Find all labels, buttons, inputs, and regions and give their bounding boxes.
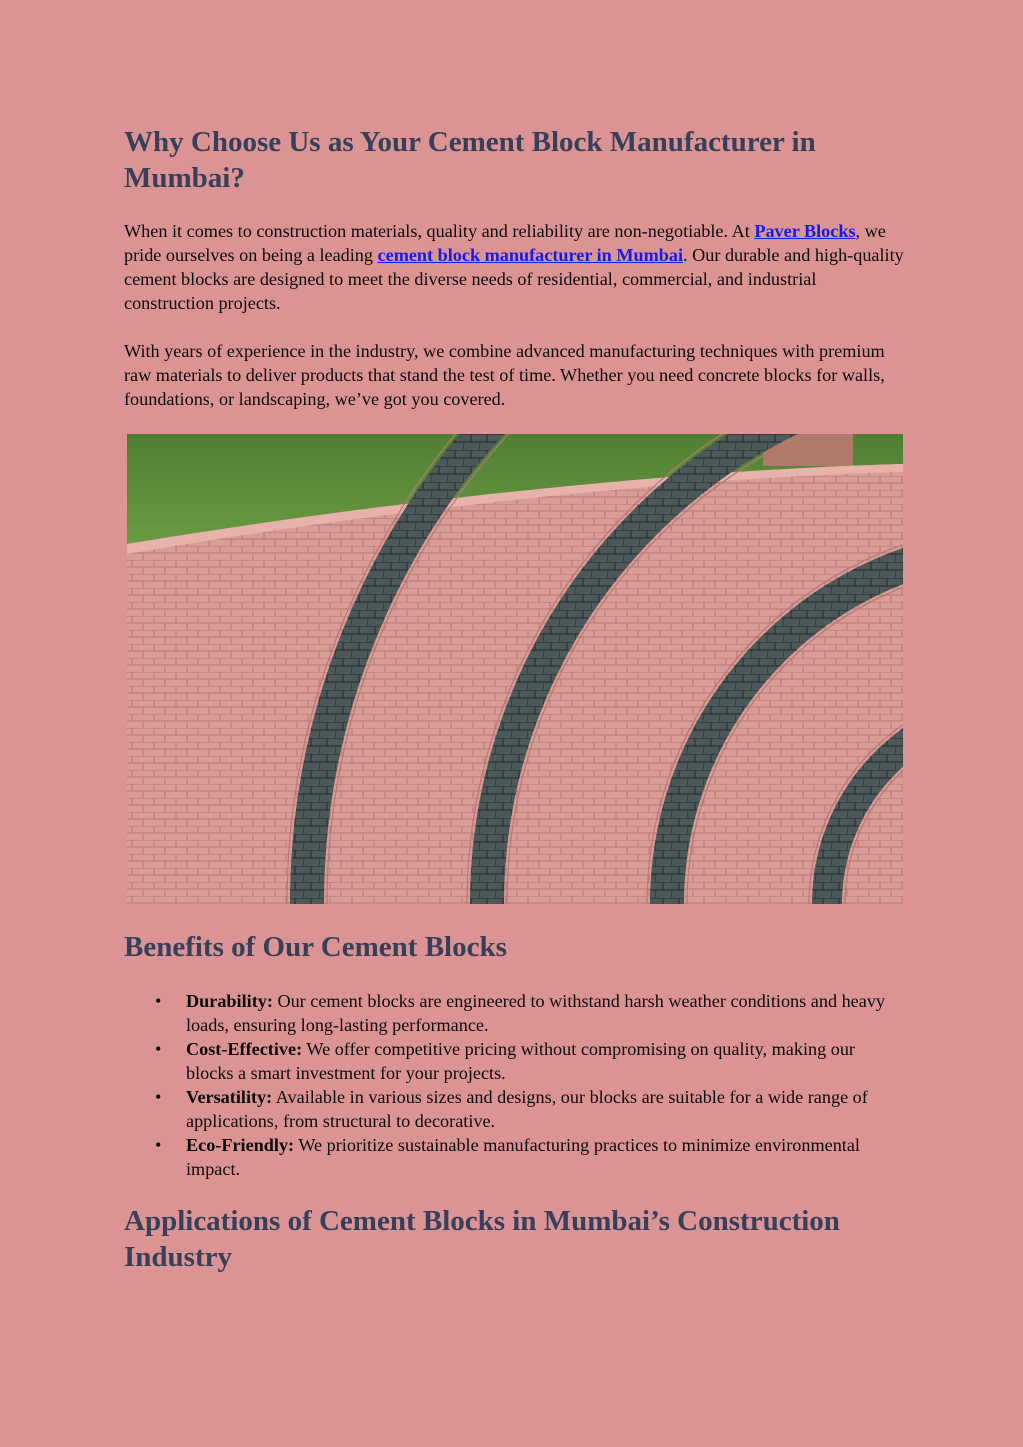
benefits-list bbox=[124, 989, 904, 1181]
intro-text-middle: , we pride ourselves on being a leading bbox=[124, 221, 886, 265]
bullet-icon: • bbox=[155, 1135, 162, 1155]
list-item bbox=[124, 1133, 904, 1181]
intro-text-end: . Our durable and high-quality cement blocks are designed to meet the diverse needs of residential, commercial, and industrial construction projects. bbox=[124, 245, 904, 313]
page-title: Why Choose Us as Your Cement Block Manufacturer in Mumbai? bbox=[124, 126, 816, 194]
benefit-term: Versatility: bbox=[186, 1087, 273, 1107]
benefit-text: We offer competitive pricing without compromising on quality, making our blocks a smart investment for your projects. bbox=[186, 1039, 855, 1083]
intro-text-start: When it comes to construction materials, quality and reliability are non-negotiable. At bbox=[124, 221, 755, 241]
cement-block-manufacturer-link[interactable]: cement block manufacturer in Mumbai bbox=[377, 245, 684, 265]
benefit-text: Our cement blocks are engineered to withstand harsh weather conditions and heavy loads, ensuring long-lasting performance. bbox=[186, 991, 886, 1035]
bullet-icon: • bbox=[155, 1087, 162, 1107]
applications-heading: Applications of Cement Blocks in Mumbai’s Construction Industry bbox=[124, 1205, 840, 1273]
list-item bbox=[124, 1037, 904, 1085]
benefit-term: Cost-Effective: bbox=[186, 1039, 303, 1059]
benefit-term: Durability: bbox=[186, 991, 273, 1011]
benefit-text: Available in various sizes and designs, our blocks are suitable for a wide range of applications, from structural to decorative. bbox=[186, 1087, 868, 1131]
paver-blocks-link[interactable]: Paver Blocks bbox=[754, 221, 856, 241]
intro-paragraph bbox=[124, 219, 904, 315]
list-item bbox=[124, 989, 904, 1037]
benefit-text: We prioritize sustainable manufacturing practices to minimize environmental impact. bbox=[186, 1135, 860, 1179]
benefit-term: Eco-Friendly: bbox=[186, 1135, 295, 1155]
paver-blocks-photo bbox=[127, 434, 903, 904]
list-item bbox=[124, 1085, 904, 1133]
bullet-icon: • bbox=[155, 1039, 162, 1059]
experience-paragraph: With years of experience in the industry, we combine advanced manufacturing techniques with premium raw materials to deliver products that stand the test of time. Whether you need concrete blocks for walls, foundations, or landscaping, we’ve got you covered. bbox=[124, 341, 885, 409]
benefits-heading: Benefits of Our Cement Blocks bbox=[124, 931, 507, 963]
bullet-icon: • bbox=[155, 991, 162, 1011]
